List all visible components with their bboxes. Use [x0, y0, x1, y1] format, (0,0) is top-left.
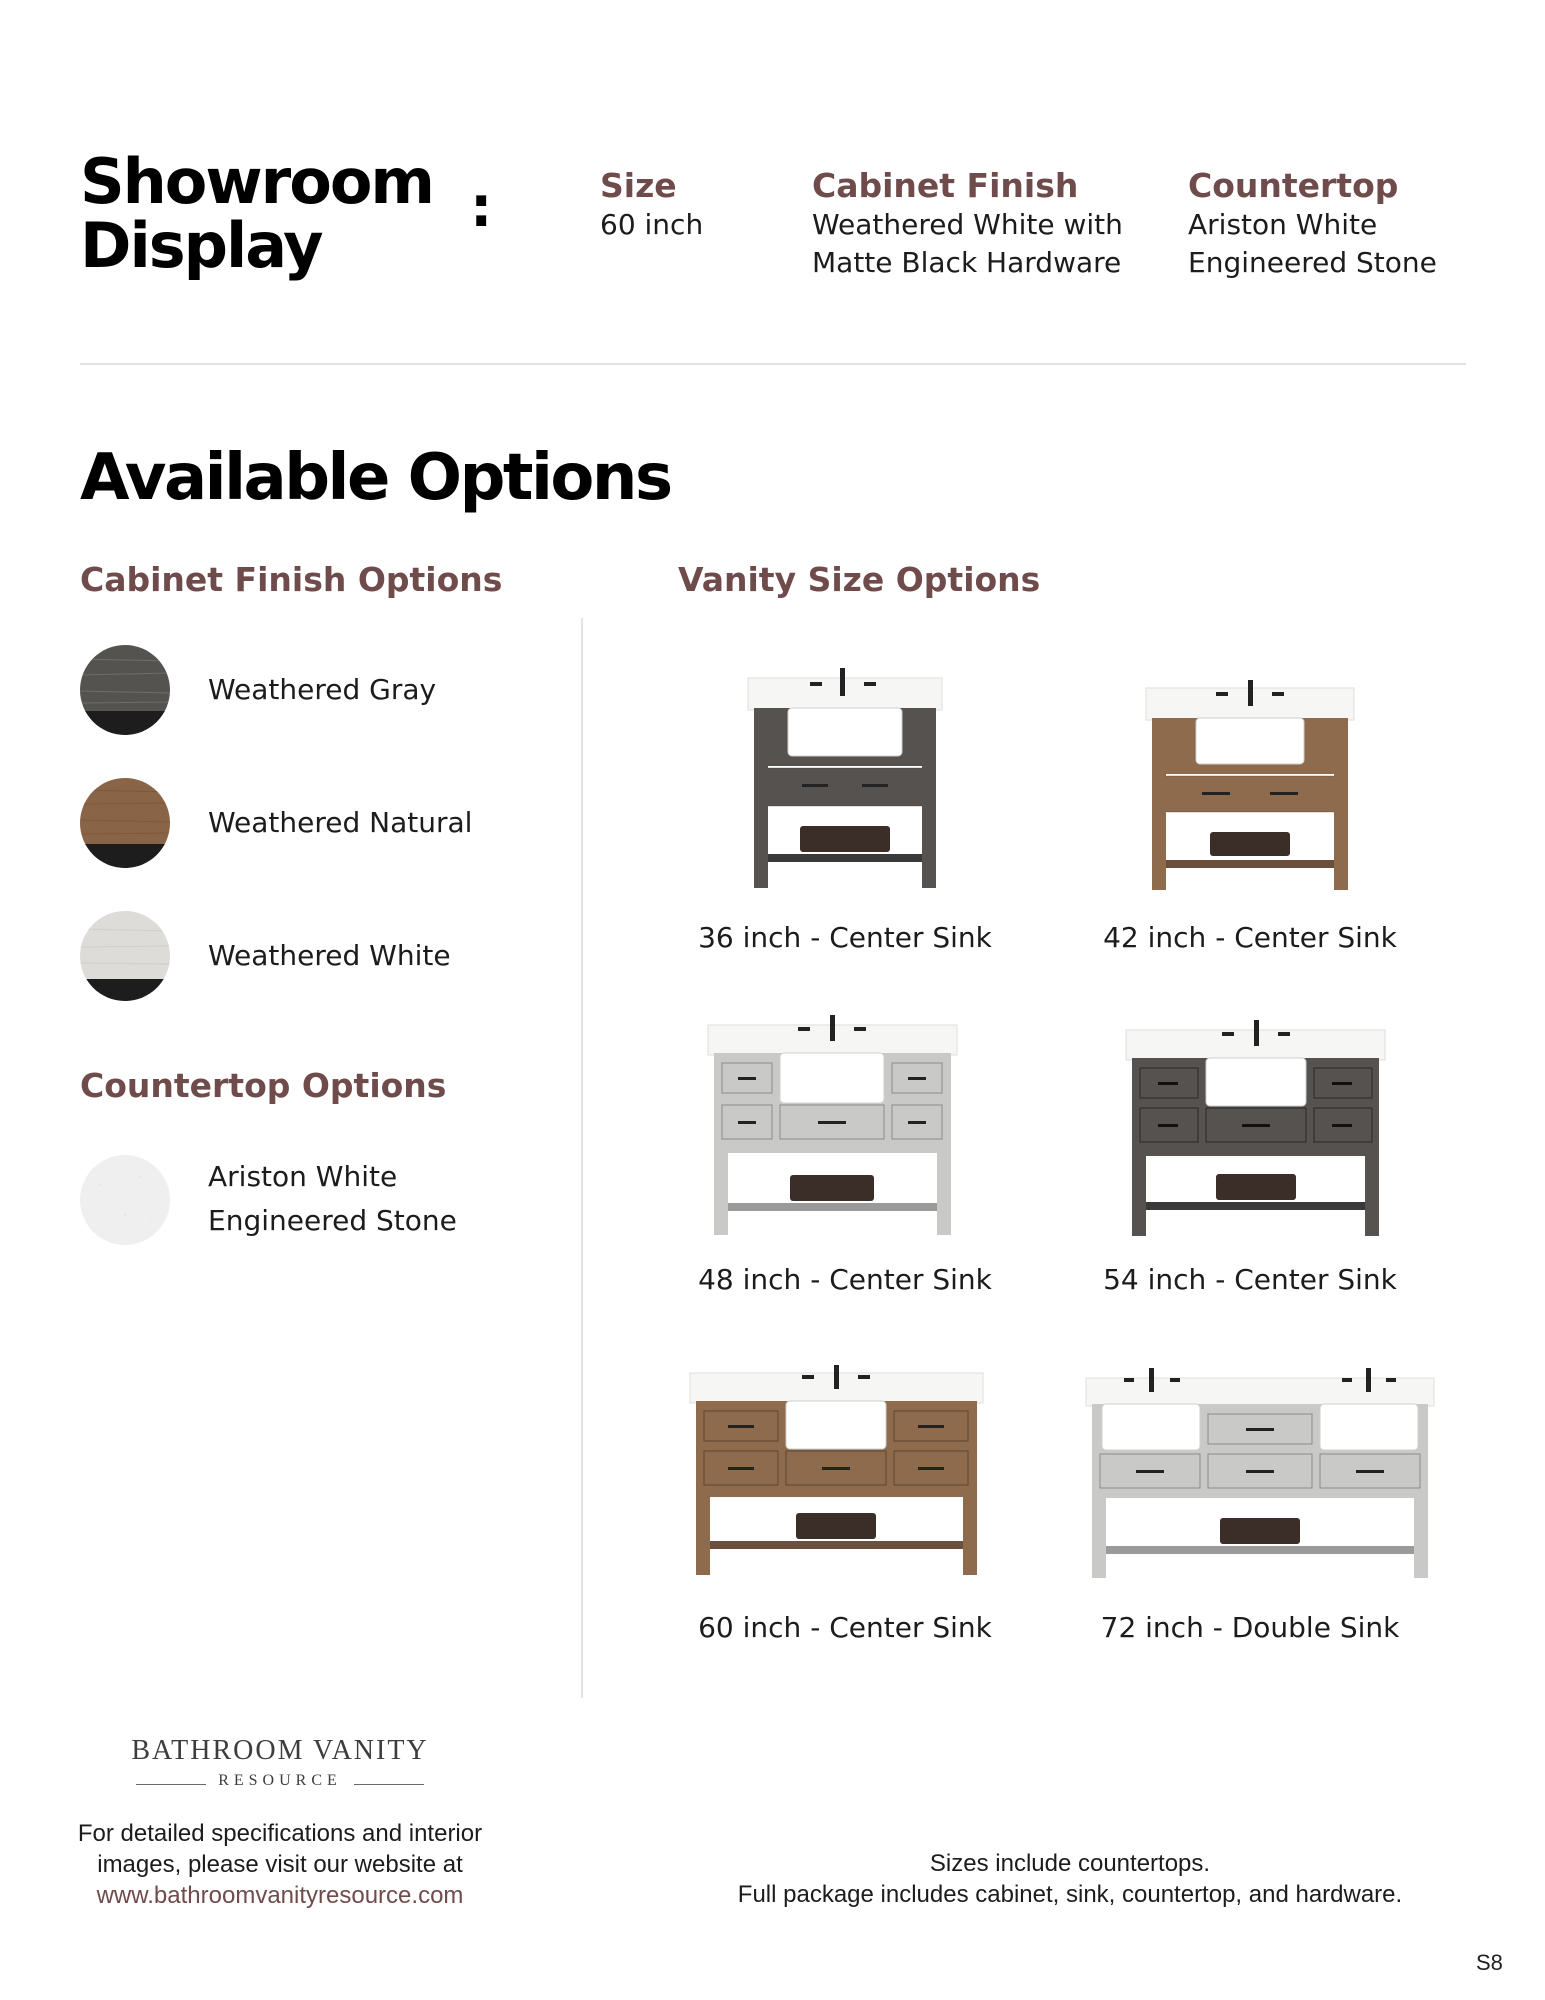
finish-swatch	[80, 645, 170, 735]
finish-swatch	[80, 778, 170, 868]
brand-rule-left	[136, 1784, 206, 1785]
vanity-72-caption: 72 inch - Double Sink	[1100, 1611, 1400, 1644]
spec-size-label: Size	[600, 166, 677, 205]
finish-option-white	[80, 911, 451, 1001]
vanity-36-caption: 36 inch - Center Sink	[698, 921, 992, 954]
spec-cabinet-finish-line2: Matte Black Hardware	[812, 246, 1122, 279]
countertop-option-ariston	[80, 1155, 457, 1245]
spec-cabinet-finish-line1: Weathered White with	[812, 208, 1123, 241]
spec-countertop	[1188, 166, 1437, 282]
spec-size	[600, 166, 703, 244]
title-line-1: Showroom	[80, 145, 434, 218]
spec-size-value: 60 inch	[600, 208, 704, 241]
vanity-36-image	[740, 668, 950, 903]
vanity-48-image	[700, 1015, 965, 1245]
available-options-title: Available Options	[80, 441, 671, 515]
finish-label: Weathered White	[208, 939, 451, 972]
countertop-heading: Countertop Options	[80, 1066, 447, 1105]
finish-swatch	[80, 911, 170, 1001]
header-divider	[80, 363, 1466, 365]
countertop-swatch	[80, 1155, 170, 1245]
brand-rule-right	[354, 1784, 424, 1785]
vanity-42-caption: 42 inch - Center Sink	[1103, 921, 1397, 954]
vanity-size-heading: Vanity Size Options	[678, 560, 1041, 599]
column-divider	[581, 618, 583, 1698]
spec-cabinet-finish-label: Cabinet Finish	[812, 166, 1079, 205]
spec-countertop-line1: Ariston White	[1188, 208, 1378, 241]
footer-right-line2: Full package includes cabinet, sink, countertop, and hardware.	[737, 1881, 1403, 1908]
title-line-2: Display	[80, 209, 322, 282]
finish-option-natural	[80, 778, 473, 868]
vanity-48-caption: 48 inch - Center Sink	[698, 1263, 992, 1296]
page-number: S8	[1476, 1950, 1503, 1975]
vanity-36-drawing	[740, 668, 950, 898]
finish-label: Weathered Gray	[208, 673, 437, 706]
website-link[interactable]: www.bathroomvanityresource.com	[96, 1882, 464, 1909]
vanity-60-caption: 60 inch - Center Sink	[698, 1611, 992, 1644]
vanity-48-drawing	[700, 1015, 965, 1240]
footer-left-line1: For detailed specifications and interior	[77, 1820, 483, 1847]
footer-website-note	[40, 1818, 520, 1911]
vanity-60-image	[684, 1365, 989, 1585]
vanity-42-image	[1140, 680, 1360, 900]
spec-cabinet-finish	[812, 166, 1123, 282]
vanity-42-drawing	[1140, 680, 1360, 895]
vanity-54-caption: 54 inch - Center Sink	[1103, 1263, 1397, 1296]
footer-left-line2: images, please visit our website at	[97, 1851, 463, 1878]
vanity-72-drawing	[1080, 1368, 1440, 1583]
footer-right-line1: Sizes include countertops.	[929, 1850, 1211, 1877]
finish-label: Weathered Natural	[208, 806, 473, 839]
vanity-72-image	[1080, 1368, 1440, 1588]
brand-logo-sub: RESOURCE	[218, 1772, 342, 1789]
spec-countertop-label: Countertop	[1188, 166, 1399, 205]
vanity-54-drawing	[1118, 1020, 1393, 1240]
vanity-60-drawing	[684, 1365, 989, 1580]
spec-countertop-line2: Engineered Stone	[1188, 246, 1437, 279]
cabinet-finish-heading: Cabinet Finish Options	[80, 560, 503, 599]
finish-option-gray	[80, 645, 437, 735]
countertop-label-line2: Engineered Stone	[208, 1204, 457, 1237]
brand-logo-main: BATHROOM VANITY	[131, 1735, 429, 1766]
vanity-54-image	[1118, 1020, 1393, 1245]
showroom-display-title	[80, 145, 434, 282]
countertop-label-line1: Ariston White	[208, 1160, 398, 1193]
title-colon: :	[470, 175, 493, 240]
footer-package-note	[690, 1848, 1450, 1910]
